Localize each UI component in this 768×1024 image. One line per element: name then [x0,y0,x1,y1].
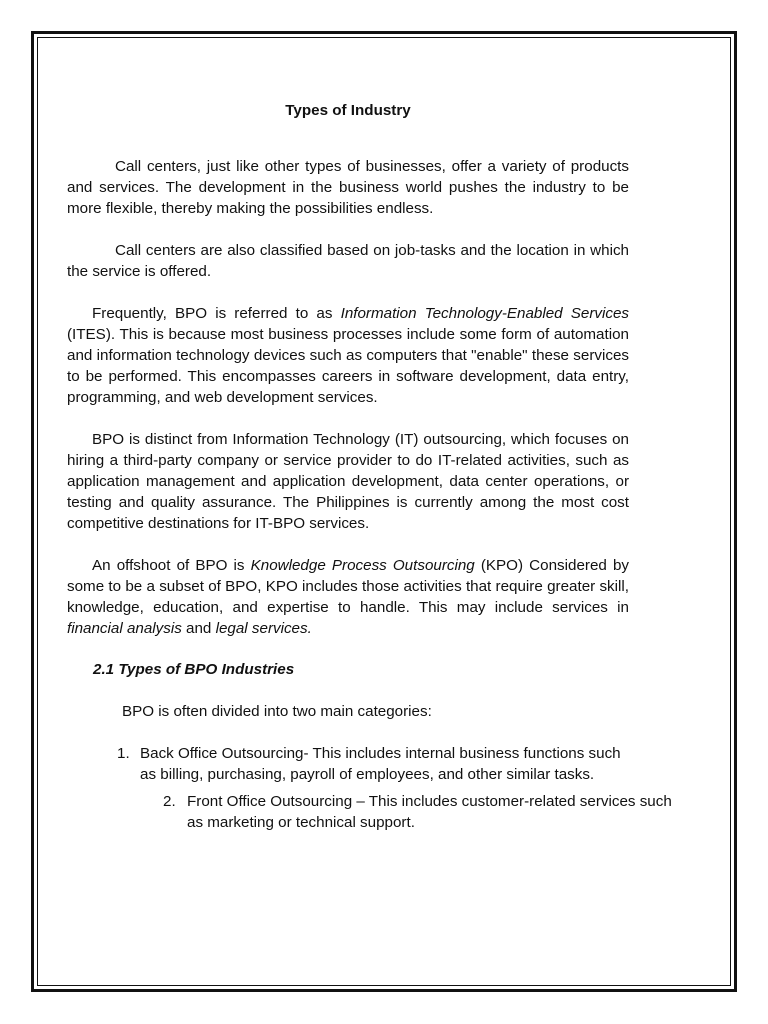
paragraph-classification: Call centers are also classified based on job-tasks and the location in which the service is offered. [67,242,629,280]
paragraph-call-centers-intro: Call centers, just like other types of businesses, offer a variety of products and services. The development in the business world pushes the industry to be more flexible, thereby making the possibilities endless. [67,158,629,217]
list-item-back-office [117,743,637,785]
paragraph-kpo: An offshoot of BPO is Knowledge Process Outsourcing (KPO) Considered by some to be a subset of BPO, KPO includes those activities that require greater skill, knowledge, education, and expertise to handle. This may include services in financial analysis and legal services. [67,557,629,637]
paragraph-it-outsourcing: BPO is distinct from Information Technology (IT) outsourcing, which focuses on hiring a third-party company or service provider to do IT-related activities, such as application management and application development, data center operations, or testing and quality assurance. The Philippines is currently among the most cost competitive destinations for IT-BPO services. [67,431,629,532]
list-text: Front Office Outsourcing – This includes customer-related services such as marketing or technical support. [187,793,672,831]
list-item-front-office [163,791,683,833]
paragraph-ites: Frequently, BPO is referred to as Information Technology-Enabled Services (ITES). This is because most business processes include some form of automation and information technology devices such as computers that "enable" these services to be performed. This encompasses careers in software development, data entry, programming, and web development services. [67,305,629,406]
list-intro: BPO is often divided into two main categories: [122,703,432,720]
list-text: Back Office Outsourcing- This includes internal business functions such as billing, purchasing, payroll of employees, and other similar tasks. [140,745,621,783]
list-number: 1. [117,745,130,762]
list-number: 2. [163,793,176,810]
document-title: Types of Industry [285,102,411,119]
section-heading-bpo-types: 2.1 Types of BPO Industries [93,661,295,678]
